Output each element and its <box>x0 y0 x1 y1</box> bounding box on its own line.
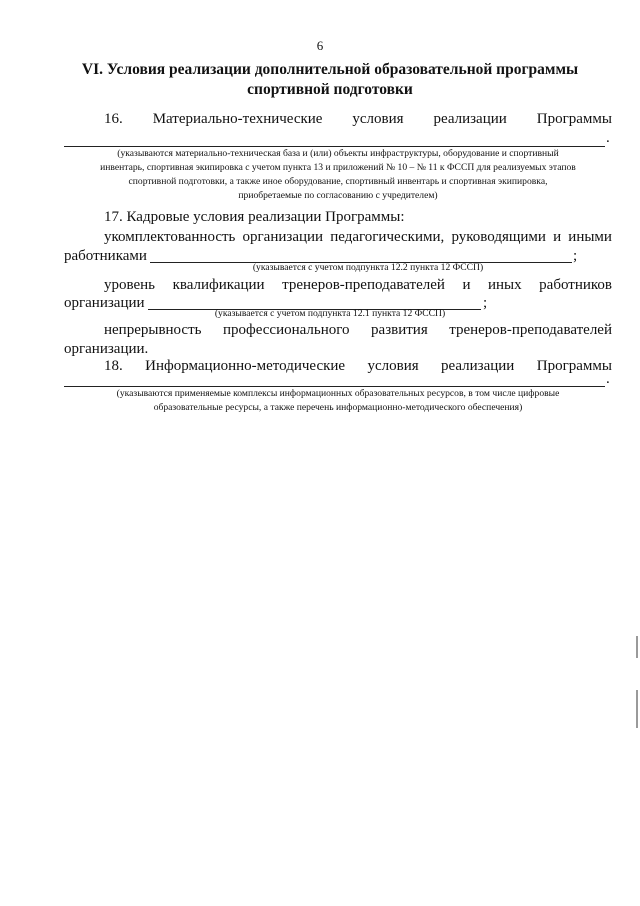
item-16-word: 16. <box>104 111 123 127</box>
page-number: 6 <box>316 38 324 53</box>
item-18-end-mark: . <box>606 371 610 387</box>
item-16-note-line: (указываются материально-техническая база и (или) объекты инфраструктуры, оборудование и спортивный <box>117 148 559 159</box>
qualification-end-mark: ; <box>483 295 488 311</box>
item-18-word: 18. <box>104 358 123 374</box>
staffing-note: (указывается с учетом подпункта 12.2 пункта 12 ФССП) <box>252 262 484 273</box>
staffing-end-mark: ; <box>573 248 578 264</box>
qualification-word: тренеров-преподавателей <box>282 277 445 293</box>
item-16-heading <box>104 109 612 129</box>
continuity-word: развития <box>371 322 428 338</box>
qualification-note: (указывается с учетом подпункта 12.1 пункта 12 ФССП) <box>214 308 446 319</box>
item-16-word: реализации <box>433 111 507 127</box>
continuity-line <box>104 320 612 340</box>
qualification-word: уровень <box>104 277 156 293</box>
item-18-word: условия <box>367 358 419 374</box>
item-18-note-line: (указываются применяемые комплексы информационных образовательных ресурсов, в том числе цифровые <box>116 388 560 399</box>
staffing-word: укомплектованность <box>104 229 236 245</box>
qualification-word: работников <box>539 277 612 293</box>
staffing-word: иными <box>568 229 612 245</box>
staffing-tail: работниками <box>64 248 147 264</box>
qualification-word: и <box>462 277 471 293</box>
section-title-line-2: спортивной подготовки <box>247 81 413 98</box>
continuity-tail: организации. <box>64 341 149 357</box>
continuity-word: непрерывность <box>104 322 202 338</box>
item-18-word: Информационно-методические <box>145 358 346 374</box>
scan-edge-mark <box>636 636 638 658</box>
item-16-word: Материально-технические <box>152 111 323 127</box>
item-18-word: Программы <box>536 358 612 374</box>
section-title <box>70 60 590 100</box>
staffing-word: руководящими <box>451 229 546 245</box>
item-18-note <box>60 387 616 415</box>
staffing-line <box>104 227 612 247</box>
item-16-word: условия <box>352 111 404 127</box>
item-16-note-line: спортивной подготовки, а также иное оборудование, спортивный инвентарь и спортивная экипировка, <box>128 176 548 187</box>
continuity-word: профессионального <box>222 322 350 338</box>
qualification-line <box>104 275 612 295</box>
qualification-tail: организации <box>64 295 145 311</box>
item-18-word: реализации <box>441 358 515 374</box>
scan-edge-mark <box>636 690 638 728</box>
continuity-word: тренеров-преподавателей <box>449 322 612 338</box>
section-title-line-1: VI. Условия реализации дополнительной образовательной программы <box>81 61 579 78</box>
item-18-note-line: образовательные ресурсы, а также перечень информационно-методического обеспечения) <box>153 402 523 413</box>
staffing-word: и <box>553 229 562 245</box>
staffing-word: педагогическими, <box>330 229 445 245</box>
item-17-title: 17. Кадровые условия реализации Программы: <box>104 209 405 225</box>
item-16-note <box>60 147 616 203</box>
item-18-heading <box>104 356 612 376</box>
item-16-note-line: инвентарь, спортивная экипировка с учетом пункта 13 и приложений № 10 – № 11 к ФССП для реализуемых этапов <box>100 162 576 173</box>
item-16-end-mark: . <box>606 130 610 146</box>
qualification-word: иных <box>488 277 522 293</box>
item-16-note-line: приобретаемые по согласованию с учредителем) <box>238 190 438 201</box>
qualification-word: квалификации <box>172 277 265 293</box>
staffing-word: организации <box>242 229 324 245</box>
item-16-word: Программы <box>536 111 612 127</box>
